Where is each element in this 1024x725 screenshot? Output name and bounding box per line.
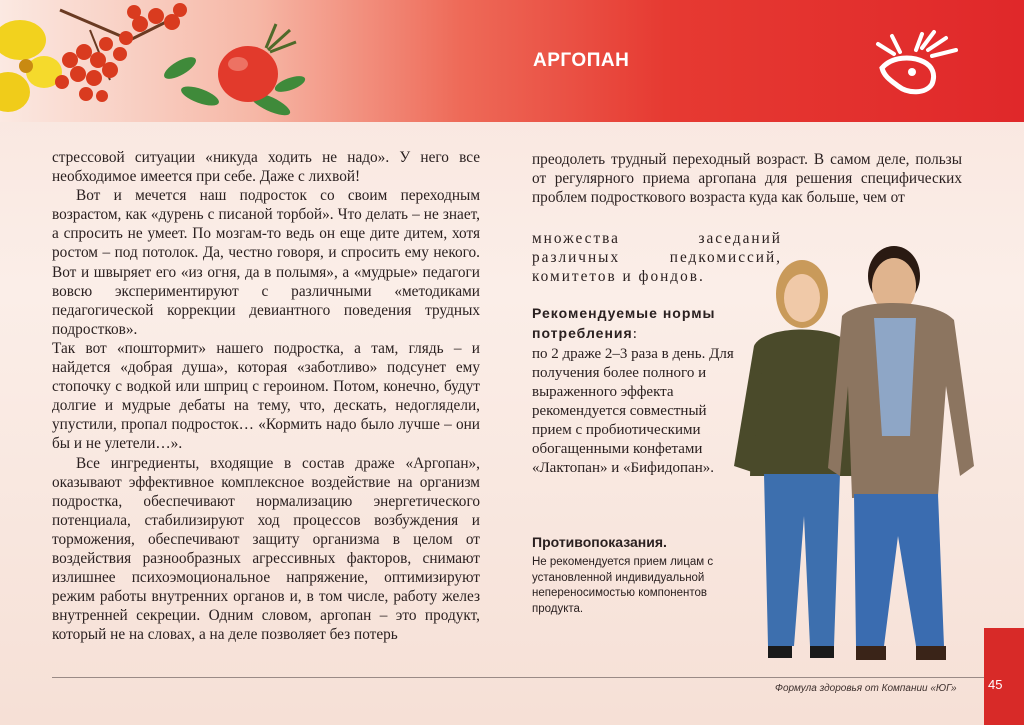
header-band [0, 0, 1024, 122]
norms-heading: Рекомендуемые нормы потребления [532, 305, 716, 341]
paragraph: Все ингредиенты, входящие в состав драже «Аргопан», оказывают эффективное комплексное воздействие на организм подростка, обеспечивают нормализацию энергетического потенциала, стабилизируют ход процессов возбуждения и торможения, обеспечивают защиту организма в целом от воздействия разнообразных агрессивных факторов, снимают излишнее психоэмоциональное напряжение, оптимизируют режим работы внутренних органов и, в том числе, работу желез внутренней секреции. Одним словом, аргопан – это продукт, который не на словах, а на деле позволяет без потерь [52, 454, 480, 644]
contraindications-heading: Противопоказания [532, 534, 664, 550]
berries-and-rosehip-illustration [0, 0, 320, 122]
page-title: АРГОПАН [533, 50, 630, 71]
consumption-norms-section [532, 304, 737, 478]
paragraph: Так вот «поштормит» нашего подростка, а там, глядь – и найдется «добрая душа», которая «заботливо» подсунет ему стопочку с водкой или шприц с героином. Потом, конечно, будут долгие и мудрые дебаты на тему, что, дескать, недоглядели, упустили, пропал подросток… «Кормить надо было лучше – они бы и не улетели…». [52, 339, 480, 453]
right-text-top [532, 150, 962, 207]
paragraph: множества заседаний различных педкомиссий, комитетов и фондов. [532, 230, 782, 286]
contraindications-text: Не рекомендуется прием лицам с установленной индивидуальной непереносимостью компонентов продукта. [532, 556, 714, 615]
yellow-flower-icon [0, 20, 62, 112]
paragraph: преодолеть трудный переходный возраст. В самом деле, пользы от регулярного приема аргопана для решения специфических проблем подросткового возраста куда как больше, чем от [532, 151, 962, 207]
paragraph: Вот и мечется наш подросток со своим переходным возрастом, как «дурень с писаной торбой». Что делать – не знает, а спросить не умеет. По мозгам-то ведь он еще дите дитем, хотя ростом – под потолок. Да, честно говоря, и спросить ему некого. Вот и швыряет его «из огня, да в полымя», а «мудрые» педагоги вовсю экспериментируют с различными «методиками педагогической коррекции девиантного поведения трудных подростков». [52, 187, 480, 338]
norms-colon: : [632, 326, 637, 342]
deer-logo-icon [872, 28, 960, 98]
paragraph: стрессовой ситуации «никуда ходить не надо». У него все необходимое имеется при себе. Даже с лихвой! [52, 149, 480, 186]
contraindications-section [532, 534, 722, 617]
teenagers-photo [724, 236, 994, 676]
left-text-column [52, 148, 480, 644]
contraindications-dot: . [663, 534, 667, 550]
footer-caption: Формула здоровья от Компании «ЮГ» [775, 683, 957, 694]
footer-divider [52, 677, 984, 678]
page-number: 45 [988, 677, 1003, 692]
norms-text: по 2 драже 2–3 раза в день. Для получения более полного и выраженного эффекта рекомендуется совместный прием с пробиотическими обогащенными конфетами «Лактопан» и «Бифидопан». [532, 346, 734, 476]
